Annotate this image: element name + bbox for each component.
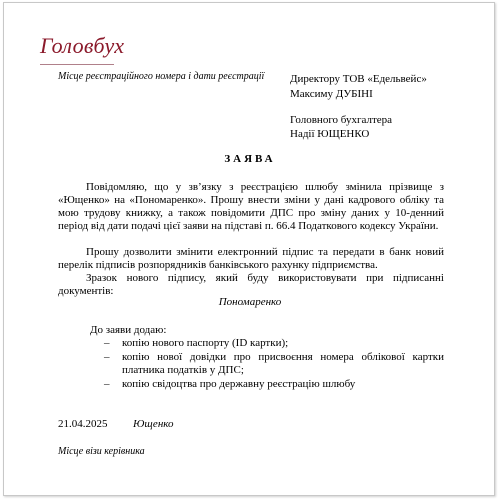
paragraph-2: Прошу дозволити змінити електронний підпис та передати в банк новий перелік підписів розпорядників банківського рахунку підприємства.	[58, 246, 444, 271]
list-item: копію свідоцтва про державну реєстрацію шлюбу	[122, 378, 356, 390]
logo: Головбух	[40, 33, 125, 58]
visa-note: Місце візи керівника	[58, 446, 145, 457]
addressee-line-1: Директору ТОВ «Едельвейс»	[290, 73, 427, 85]
sender-line-1: Головного бухгалтера	[290, 114, 393, 126]
registration-note: Місце реєстраційного номера і дати реєстрації	[58, 71, 265, 82]
addressee-line-2: Максиму ДУБІНІ	[290, 88, 373, 100]
document-date: 21.04.2025	[58, 418, 108, 430]
sender-line-2: Надії ЮЩЕНКО	[290, 128, 370, 140]
sample-signature: Пономаренко	[218, 296, 282, 308]
list-item: копію нового паспорту (ID картки);	[122, 337, 289, 349]
list-bullet: –	[104, 351, 110, 363]
list-item: копію нової довідки про присвоєння номера облікової картки платника податків у ДПС;	[122, 351, 444, 376]
paragraph-1: Повідомляю, що у зв’язку з реєстрацією шлюбу змінила прізвище з «Ющенко» на «Пономаренко». Прошу внести зміни у дані кадрового обліку та мою трудову книжку, а також повідомити ДПС про зміну даних у 10-денний період від дати подачі цієї заяви на підставі п. 66.4 Податкового кодексу України.	[58, 181, 444, 232]
attachments-heading: До заяви додаю:	[90, 324, 167, 336]
signature: Ющенко	[133, 418, 174, 430]
logo-underline	[40, 64, 114, 65]
list-bullet: –	[104, 378, 110, 390]
document-title: ЗАЯВА	[224, 153, 276, 165]
paragraph-3: Зразок нового підпису, який буду використовувати при підписанні документів:	[58, 272, 444, 297]
list-bullet: –	[104, 337, 110, 349]
